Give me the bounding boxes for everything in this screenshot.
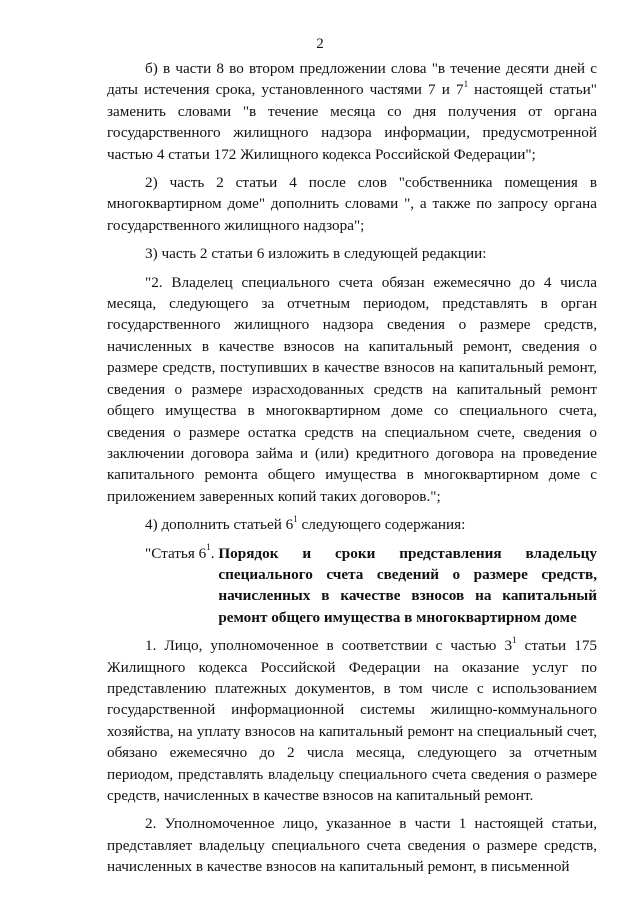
superscript: 1 <box>206 542 211 553</box>
paragraph-text: 1. Лицо, уполномоченное в соответствии с частью 3 <box>145 637 513 655</box>
article-label <box>107 543 218 629</box>
paragraph-article-part-2: 2. Уполномоченное лицо, указанное в части 1 настоящей статьи, представляет владельцу специального счета сведения о размере средств, начисленных в качестве взносов на капитальный ремонт, в письменной <box>107 815 597 876</box>
paragraph-text: б) в части 8 во втором предложении слова "в течение десяти дней с даты истечения срока, установленного частями 7 и 7 <box>107 60 597 99</box>
document-body <box>107 58 597 878</box>
article-label-dot: . <box>210 544 219 562</box>
page-number: 2 <box>316 36 324 52</box>
paragraph-new-part-2: "2. Владелец специального счета обязан ежемесячно до 4 числа месяца, следующего за отчетным периодом, представлять в орган государственного жилищного надзора сведения о размере средств, начисленных в качестве взносов на капитальный ремонт, сведения о размере средств, поступивших в качестве взносов на капитальный ремонт, сведения о размере израсходованных средств на капитальный ремонт общего имущества в многоквартирном доме со специального счета, сведения о размере остатка средств на специальном счете, сведения о заключении договора займа и (или) кредитного договора на проведение капитального ремонта общего имущества в многоквартирном доме с приложением заверенных копий таких договоров."; <box>107 273 597 505</box>
paragraph-item-2: 2) часть 2 статьи 4 после слов "собственника помещения в многоквартирном доме" дополнить словами ", а также по запросу органа государственного жилищного надзора"; <box>107 174 597 234</box>
paragraph-b-part-8 <box>107 58 597 165</box>
superscript: 1 <box>463 79 469 90</box>
paragraph-article-part-1 <box>107 635 597 806</box>
paragraph-item-4 <box>107 514 597 535</box>
paragraph-text: 4) дополнить статьей 6 <box>145 516 294 534</box>
article-title: Порядок и сроки представления владельцу специального счета сведений о размере средств, начисленных в качестве взносов на капитальный ремонт общего имущества в многоквартирном доме <box>218 544 597 626</box>
article-label-text: "Статья 6 <box>145 544 207 562</box>
paragraph-text: статьи 175 Жилищного кодекса Российской Федерации на оказание услуг по представлению платежных документов, в том числе с использованием государственной информационной системы жилищно-коммунального хозяйства, на уплату взносов на капитальный ремонт на специальный счет, обязано ежемесячно до 2 числа месяца, следующего за отчетным периодом, представлять владельцу специального счета сведения о размере средств, начисленных в качестве взносов на капитальный ремонт. <box>107 637 598 804</box>
article-heading <box>107 543 597 629</box>
paragraph-text: следующего содержания: <box>297 516 466 534</box>
superscript: 1 <box>512 635 517 646</box>
superscript: 1 <box>293 514 298 525</box>
paragraph-item-3: 3) часть 2 статьи 6 изложить в следующей редакции: <box>145 245 487 263</box>
paragraph-text: настоящей статьи" заменить словами "в течение месяца со дня получения от органа государственного жилищного надзора информации, предусмотренной частью 4 статьи 172 Жилищного кодекса Российской Федерации"; <box>107 81 597 163</box>
